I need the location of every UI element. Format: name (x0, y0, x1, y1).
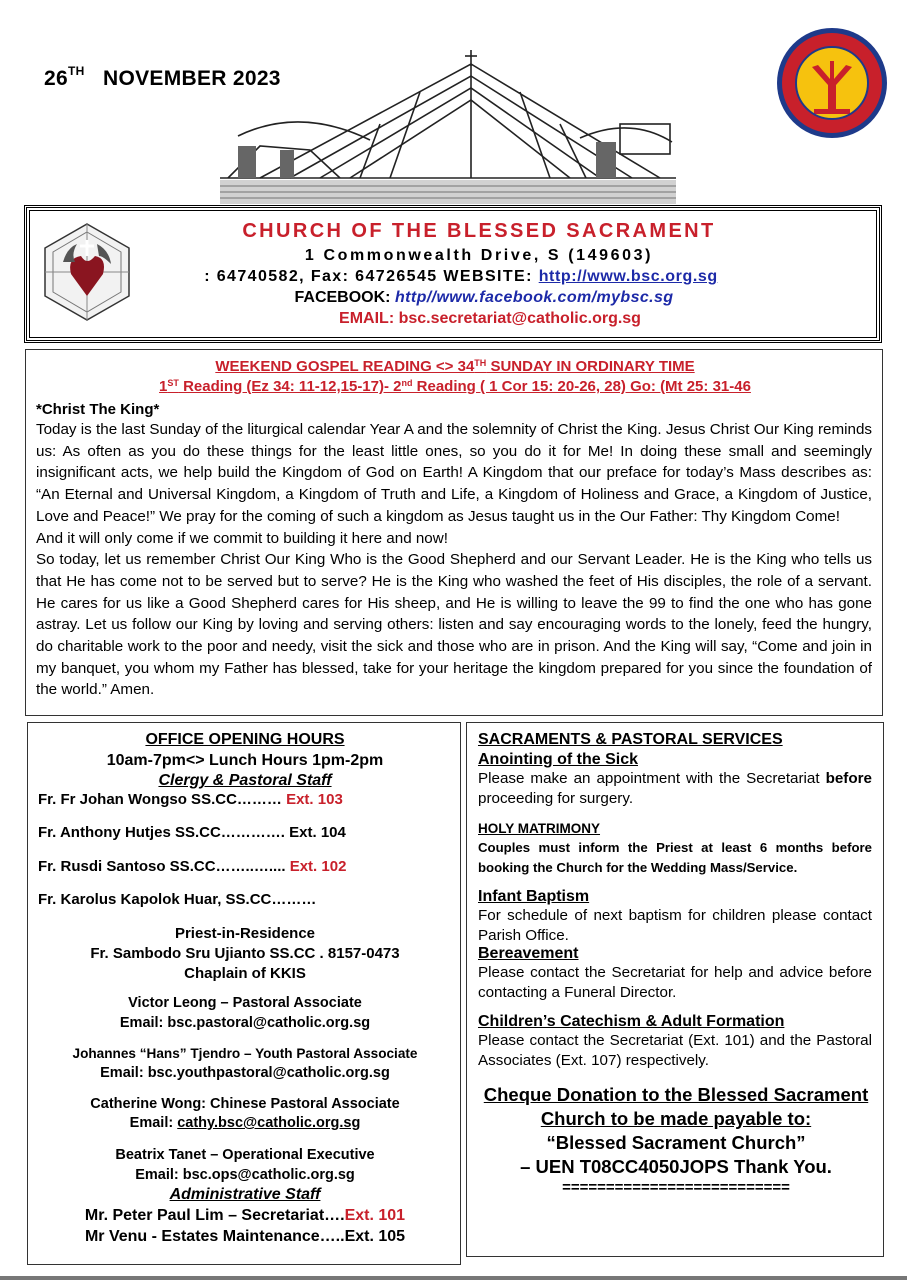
admin-staff-name: Mr Venu - Estates Maintenance….. (84, 1228, 345, 1245)
admin-staff-extension: Ext. 101 (344, 1207, 406, 1224)
gospel-heading (26, 358, 884, 375)
sacraments-title: SACRAMENTS & PASTORAL SERVICES (478, 731, 783, 748)
readings-text-c: Reading ( 1 Cor 15: 20-26, 28) Go: (Mt 25: 31-46 (412, 378, 751, 395)
readings-sup-b: nd (401, 378, 413, 388)
associate-email-line (28, 1065, 462, 1081)
date-day: 26 (44, 67, 68, 90)
church-address-box (24, 205, 882, 343)
infant-baptism-text: For schedule of next baptism for children please contact Parish Office. (478, 907, 872, 944)
clergy-item (38, 891, 316, 908)
clergy-name: Fr. Fr Johan Wongso SS.CC……… (38, 791, 282, 808)
reflection-body (36, 419, 872, 701)
infant-baptism-heading: Infant Baptism (478, 888, 590, 905)
secretariat-email[interactable]: EMAIL: bsc.secretariat@catholic.org.sg (339, 310, 641, 327)
reflection-paragraph-1: Today is the last Sunday of the liturgical calendar Year A and the solemnity of Christ the King. Jesus Christ Our King reminds us: As often as you do these things for the least little ones, so you do it for Me! In doing these small and seemingly insignificant acts, we help build the Kingdom of God on Earth! A Kingdom that our preface for today’s Mass describes as: “An Eternal and Universal Kingdom, a Kingdom of Truth and Life, a Kingdom of Holiness and Grace, a Kingdom of Justice, Love and Peace!” We pray for the coming of such a kingdom as Jesus taught us in the Our Father: Thy Kingdom Come! (36, 421, 872, 525)
facebook-link[interactable]: http//www.facebook.com/mybsc.sg (394, 289, 674, 306)
email-label: Email: (129, 1115, 178, 1131)
clergy-name: Fr. Karolus Kapolok Huar, SS.CC……… (38, 891, 317, 908)
anointing-text (478, 769, 872, 808)
readings-text-b: Reading (Ez 34: 11-12,15-17)- 2 (178, 378, 402, 395)
holy-matrimony-text: Couples must inform the Priest at least 6 months before booking the Church for the Wedding Mass/Service. (478, 840, 872, 875)
associate-email[interactable]: bsc.ops@catholic.org.sg (182, 1167, 355, 1183)
anointing-text-a: Please make an appointment with the Secretariat (478, 770, 826, 787)
church-seal-logo (776, 27, 888, 139)
anointing-text-b: proceeding for surgery. (478, 789, 634, 807)
clergy-extension: Ext. 102 (289, 858, 347, 875)
anointing-text-bold: before (825, 770, 872, 787)
priest-in-residence-name: Fr. Sambodo Sru Ujianto SS.CC . 8157-0473 (90, 945, 400, 962)
facebook-label: FACEBOOK: (294, 289, 395, 306)
cheque-uen: – UEN T08CC4050JOPS Thank You. (520, 1156, 832, 1177)
email-label: Email: (119, 1015, 168, 1031)
cheque-donation-line-2: Church to be made payable to: (540, 1108, 812, 1129)
clergy-item (38, 791, 343, 808)
reflection-paragraph-2: And it will only come if we commit to building it here and now! (36, 529, 448, 547)
clergy-extension: Ext. 103 (286, 791, 343, 808)
readings-line (26, 378, 884, 395)
bereavement-text: Please contact the Secretariat for help and advice before contacting a Funeral Director. (478, 964, 872, 1001)
email-label: Email: (100, 1065, 148, 1081)
gospel-reading-box (25, 349, 883, 716)
admin-staff-heading: Administrative Staff (169, 1186, 321, 1203)
associate-email-line (28, 1015, 462, 1031)
church-building-illustration (220, 46, 676, 204)
office-hours-box (27, 722, 461, 1265)
cheque-divider: ========================== (562, 1179, 790, 1196)
clergy-name: Fr. Anthony Hutjes SS.CC…………. (38, 824, 285, 841)
bereavement-heading: Bereavement (478, 945, 579, 962)
office-hours-title: OFFICE OPENING HOURS (145, 731, 345, 748)
website-link[interactable]: http://www.bsc.org.sg (538, 268, 718, 285)
email-label: Email: (135, 1167, 183, 1183)
priest-in-residence-heading: Priest-in-Residence (174, 925, 316, 942)
associate-title: Beatrix Tanet – Operational Executive (115, 1147, 375, 1163)
cheque-donation-line-1: Cheque Donation to the Blessed Sacrament (483, 1084, 869, 1105)
associate-email[interactable]: cathy.bsc@catholic.org.sg (177, 1115, 361, 1131)
clergy-name: Fr. Rusdi Santoso SS.CC……..….... (38, 858, 286, 875)
associate-title: Catherine Wong: Chinese Pastoral Associate (90, 1096, 400, 1112)
admin-staff-item (28, 1228, 462, 1246)
page-bottom-edge (0, 1276, 907, 1280)
associate-email[interactable]: bsc.pastoral@catholic.org.sg (167, 1015, 371, 1031)
admin-staff-extension: Ext. 105 (344, 1228, 406, 1245)
phone-fax-text: : 64740582, Fax: 64726545 WEBSITE: (204, 268, 539, 285)
clergy-item (38, 858, 346, 875)
reflection-paragraph-3: So today, let us remember Christ Our King Who is the Good Shepherd and our Servant Leader. He is the King who tells us that He has come not to be served but to serve? He is the King who washed the feet of His disciples, the role of a servant. He cares for us like a Good Shepherd cares for His sheep, and He is willing to leave the 99 to find the one who has gone astray. Let us follow our King by loving and serving others: listen and say encouraging words to the lonely, feed the hungry, do charitable work to the poor and needy, visit the sick and those who are in prison. And the King will say, “Come and join in my banquet, you whom my Father has blessed, take for your heritage the kingdom prepared for you since the foundation of the world.” Amen. (36, 551, 872, 699)
priest-in-residence-role: Chaplain of KKIS (184, 965, 306, 982)
gospel-heading-text: WEEKEND GOSPEL READING <> 34 (215, 358, 475, 375)
gospel-heading-text-end: SUNDAY IN ORDINARY TIME (486, 358, 695, 375)
associate-email-line (28, 1115, 462, 1131)
holy-matrimony-heading: HOLY MATRIMONY (478, 821, 601, 836)
office-hours-times: 10am-7pm<> Lunch Hours 1pm-2pm (106, 752, 384, 769)
associate-email-line (28, 1167, 462, 1183)
date-month-year: NOVEMBER 2023 (102, 67, 281, 90)
cheque-payee: “Blessed Sacrament Church” (546, 1132, 806, 1153)
catechism-heading: Children’s Catechism & Adult Formation (478, 1013, 785, 1030)
gospel-heading-sup: TH (474, 358, 487, 368)
admin-staff-item (28, 1207, 462, 1225)
clergy-item (38, 824, 346, 841)
sacraments-box (466, 722, 884, 1257)
anointing-heading: Anointing of the Sick (478, 751, 638, 768)
clergy-heading: Clergy & Pastoral Staff (158, 772, 332, 789)
readings-sup-a: ST (167, 378, 179, 388)
clergy-extension: Ext. 104 (289, 824, 346, 841)
associate-title: Victor Leong – Pastoral Associate (128, 995, 362, 1011)
readings-text-a: 1 (159, 378, 168, 395)
street-address: 1 Commonwealth Drive, S (149603) (304, 247, 654, 264)
facebook-line (27, 289, 885, 307)
reflection-subtitle: *Christ The King* (36, 401, 160, 418)
catechism-text: Please contact the Secretariat (Ext. 101) and the Pastoral Associates (Ext. 107) respectively. (478, 1032, 872, 1069)
phone-fax-website-line (27, 268, 885, 286)
associate-title: Johannes “Hans” Tjendro – Youth Pastoral Associate (72, 1046, 418, 1061)
date-suffix: TH (67, 64, 85, 78)
church-name-title: CHURCH OF THE BLESSED SACRAMENT (242, 220, 716, 242)
associate-email[interactable]: bsc.youthpastoral@catholic.org.sg (147, 1065, 390, 1081)
admin-staff-name: Mr. Peter Paul Lim – Secretariat…. (84, 1207, 345, 1224)
